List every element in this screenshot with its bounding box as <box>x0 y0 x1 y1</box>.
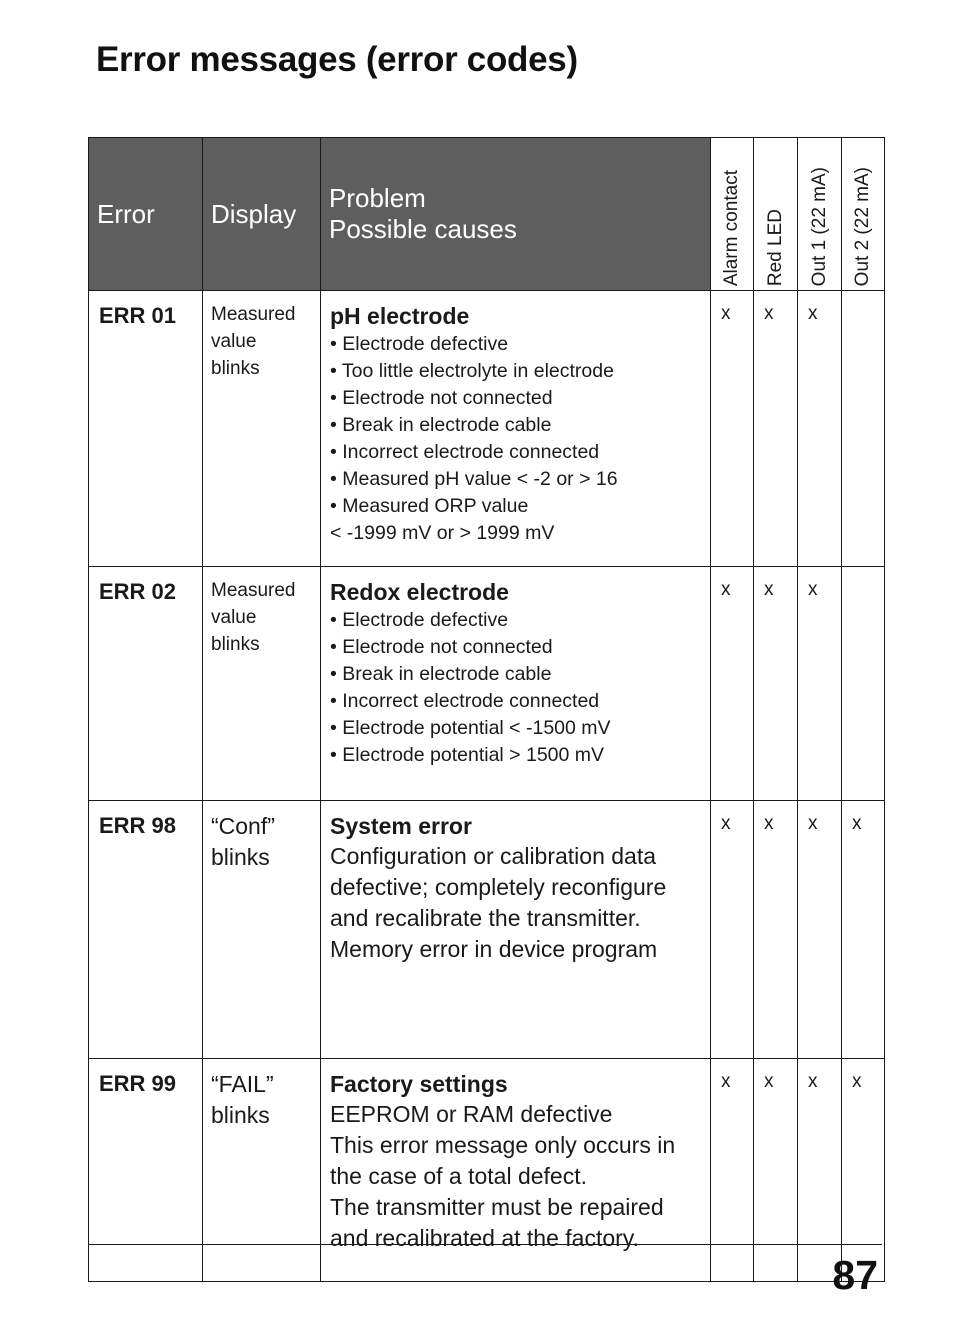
error-code: ERR 98 <box>89 801 203 1059</box>
flag-alarm-contact: x <box>711 291 754 567</box>
cause-line: • Incorrect electrode connected <box>330 441 600 463</box>
display-line: value <box>211 607 257 628</box>
footer-divider <box>88 1244 882 1245</box>
problem-cell <box>321 801 711 1059</box>
flag-out2: x <box>842 1059 885 1282</box>
page-title: Error messages (error codes) <box>96 40 578 79</box>
header-problem-line1: Problem <box>329 183 426 213</box>
cause-line: Configuration or calibration data <box>330 843 657 869</box>
cause-line: • Incorrect electrode connected <box>330 690 600 712</box>
cause-line: • Electrode not connected <box>330 636 553 658</box>
flag-out1: x <box>798 1059 842 1282</box>
error-code: ERR 02 <box>89 567 203 801</box>
table-row <box>89 291 885 567</box>
table-header-row <box>89 138 885 291</box>
error-code: ERR 01 <box>89 291 203 567</box>
cause-line: and recalibrated at the factory. <box>330 1225 639 1251</box>
display-line: value <box>211 331 257 352</box>
flag-red-led: x <box>754 567 798 801</box>
flag-out1: x <box>798 801 842 1059</box>
flag-out2 <box>842 567 885 801</box>
error-codes-table <box>88 137 885 1282</box>
header-alarm-contact <box>711 138 754 291</box>
error-code: ERR 99 <box>89 1059 203 1282</box>
cause-line: • Electrode defective <box>330 333 509 355</box>
flag-alarm-contact: x <box>711 1059 754 1282</box>
display-cell <box>203 1059 321 1282</box>
display-cell <box>203 801 321 1059</box>
display-line: blinks <box>211 1102 270 1128</box>
table-row <box>89 801 885 1059</box>
display-line: Measured <box>211 580 296 601</box>
display-line: blinks <box>211 634 260 655</box>
cause-line: Memory error in device program <box>330 936 658 962</box>
display-line: blinks <box>211 358 260 379</box>
flag-alarm-contact: x <box>711 801 754 1059</box>
cause-line: The transmitter must be repaired <box>330 1194 664 1220</box>
display-line: blinks <box>211 844 270 870</box>
table-row <box>89 567 885 801</box>
cause-line: the case of a total defect. <box>330 1163 587 1189</box>
flag-out2: x <box>842 801 885 1059</box>
header-out2 <box>842 138 885 291</box>
problem-title: Redox electrode <box>330 579 509 605</box>
cause-line: • Too little electrolyte in electrode <box>330 360 614 382</box>
display-line: “FAIL” <box>211 1071 274 1097</box>
problem-title: pH electrode <box>330 303 470 329</box>
header-error: Error <box>89 138 203 291</box>
header-out1 <box>798 138 842 291</box>
page-number: 87 <box>832 1252 878 1298</box>
cause-line: • Electrode potential < -1500 mV <box>330 717 611 739</box>
header-out1-label: Out 1 (22 mA) <box>808 166 830 286</box>
flag-out2 <box>842 291 885 567</box>
problem-cell <box>321 1059 711 1282</box>
problem-title: Factory settings <box>330 1071 508 1097</box>
flag-red-led: x <box>754 291 798 567</box>
cause-line: < -1999 mV or > 1999 mV <box>330 522 555 544</box>
cause-line: • Break in electrode cable <box>330 663 552 685</box>
cause-line: • Electrode not connected <box>330 387 553 409</box>
cause-line: • Measured pH value < -2 or > 16 <box>330 468 618 490</box>
flag-out1: x <box>798 291 842 567</box>
cause-line: • Break in electrode cable <box>330 414 552 436</box>
display-cell <box>203 291 321 567</box>
display-cell <box>203 567 321 801</box>
problem-cell <box>321 567 711 801</box>
cause-line: This error message only occurs in <box>330 1132 676 1158</box>
display-line: Measured <box>211 304 296 325</box>
flag-alarm-contact: x <box>711 567 754 801</box>
header-red-led <box>754 138 798 291</box>
cause-line: defective; completely reconfigure <box>330 874 667 900</box>
header-problem-line2: Possible causes <box>329 214 517 244</box>
header-alarm-contact-label: Alarm contact <box>721 169 742 286</box>
header-out2-label: Out 2 (22 mA) <box>852 166 873 286</box>
flag-red-led: x <box>754 1059 798 1282</box>
problem-cell <box>321 291 711 567</box>
cause-line: EEPROM or RAM defective <box>330 1101 613 1127</box>
header-display: Display <box>203 138 321 291</box>
cause-line: and recalibrate the transmitter. <box>330 905 641 931</box>
display-line: “Conf” <box>211 813 275 839</box>
table-row <box>89 1059 885 1282</box>
problem-title: System error <box>330 813 472 839</box>
header-problem <box>321 138 711 291</box>
flag-out1: x <box>798 567 842 801</box>
cause-line: • Electrode potential > 1500 mV <box>330 744 605 766</box>
flag-red-led: x <box>754 801 798 1059</box>
cause-line: • Measured ORP value <box>330 495 529 517</box>
header-red-led-label: Red LED <box>764 208 786 286</box>
cause-line: • Electrode defective <box>330 609 509 631</box>
